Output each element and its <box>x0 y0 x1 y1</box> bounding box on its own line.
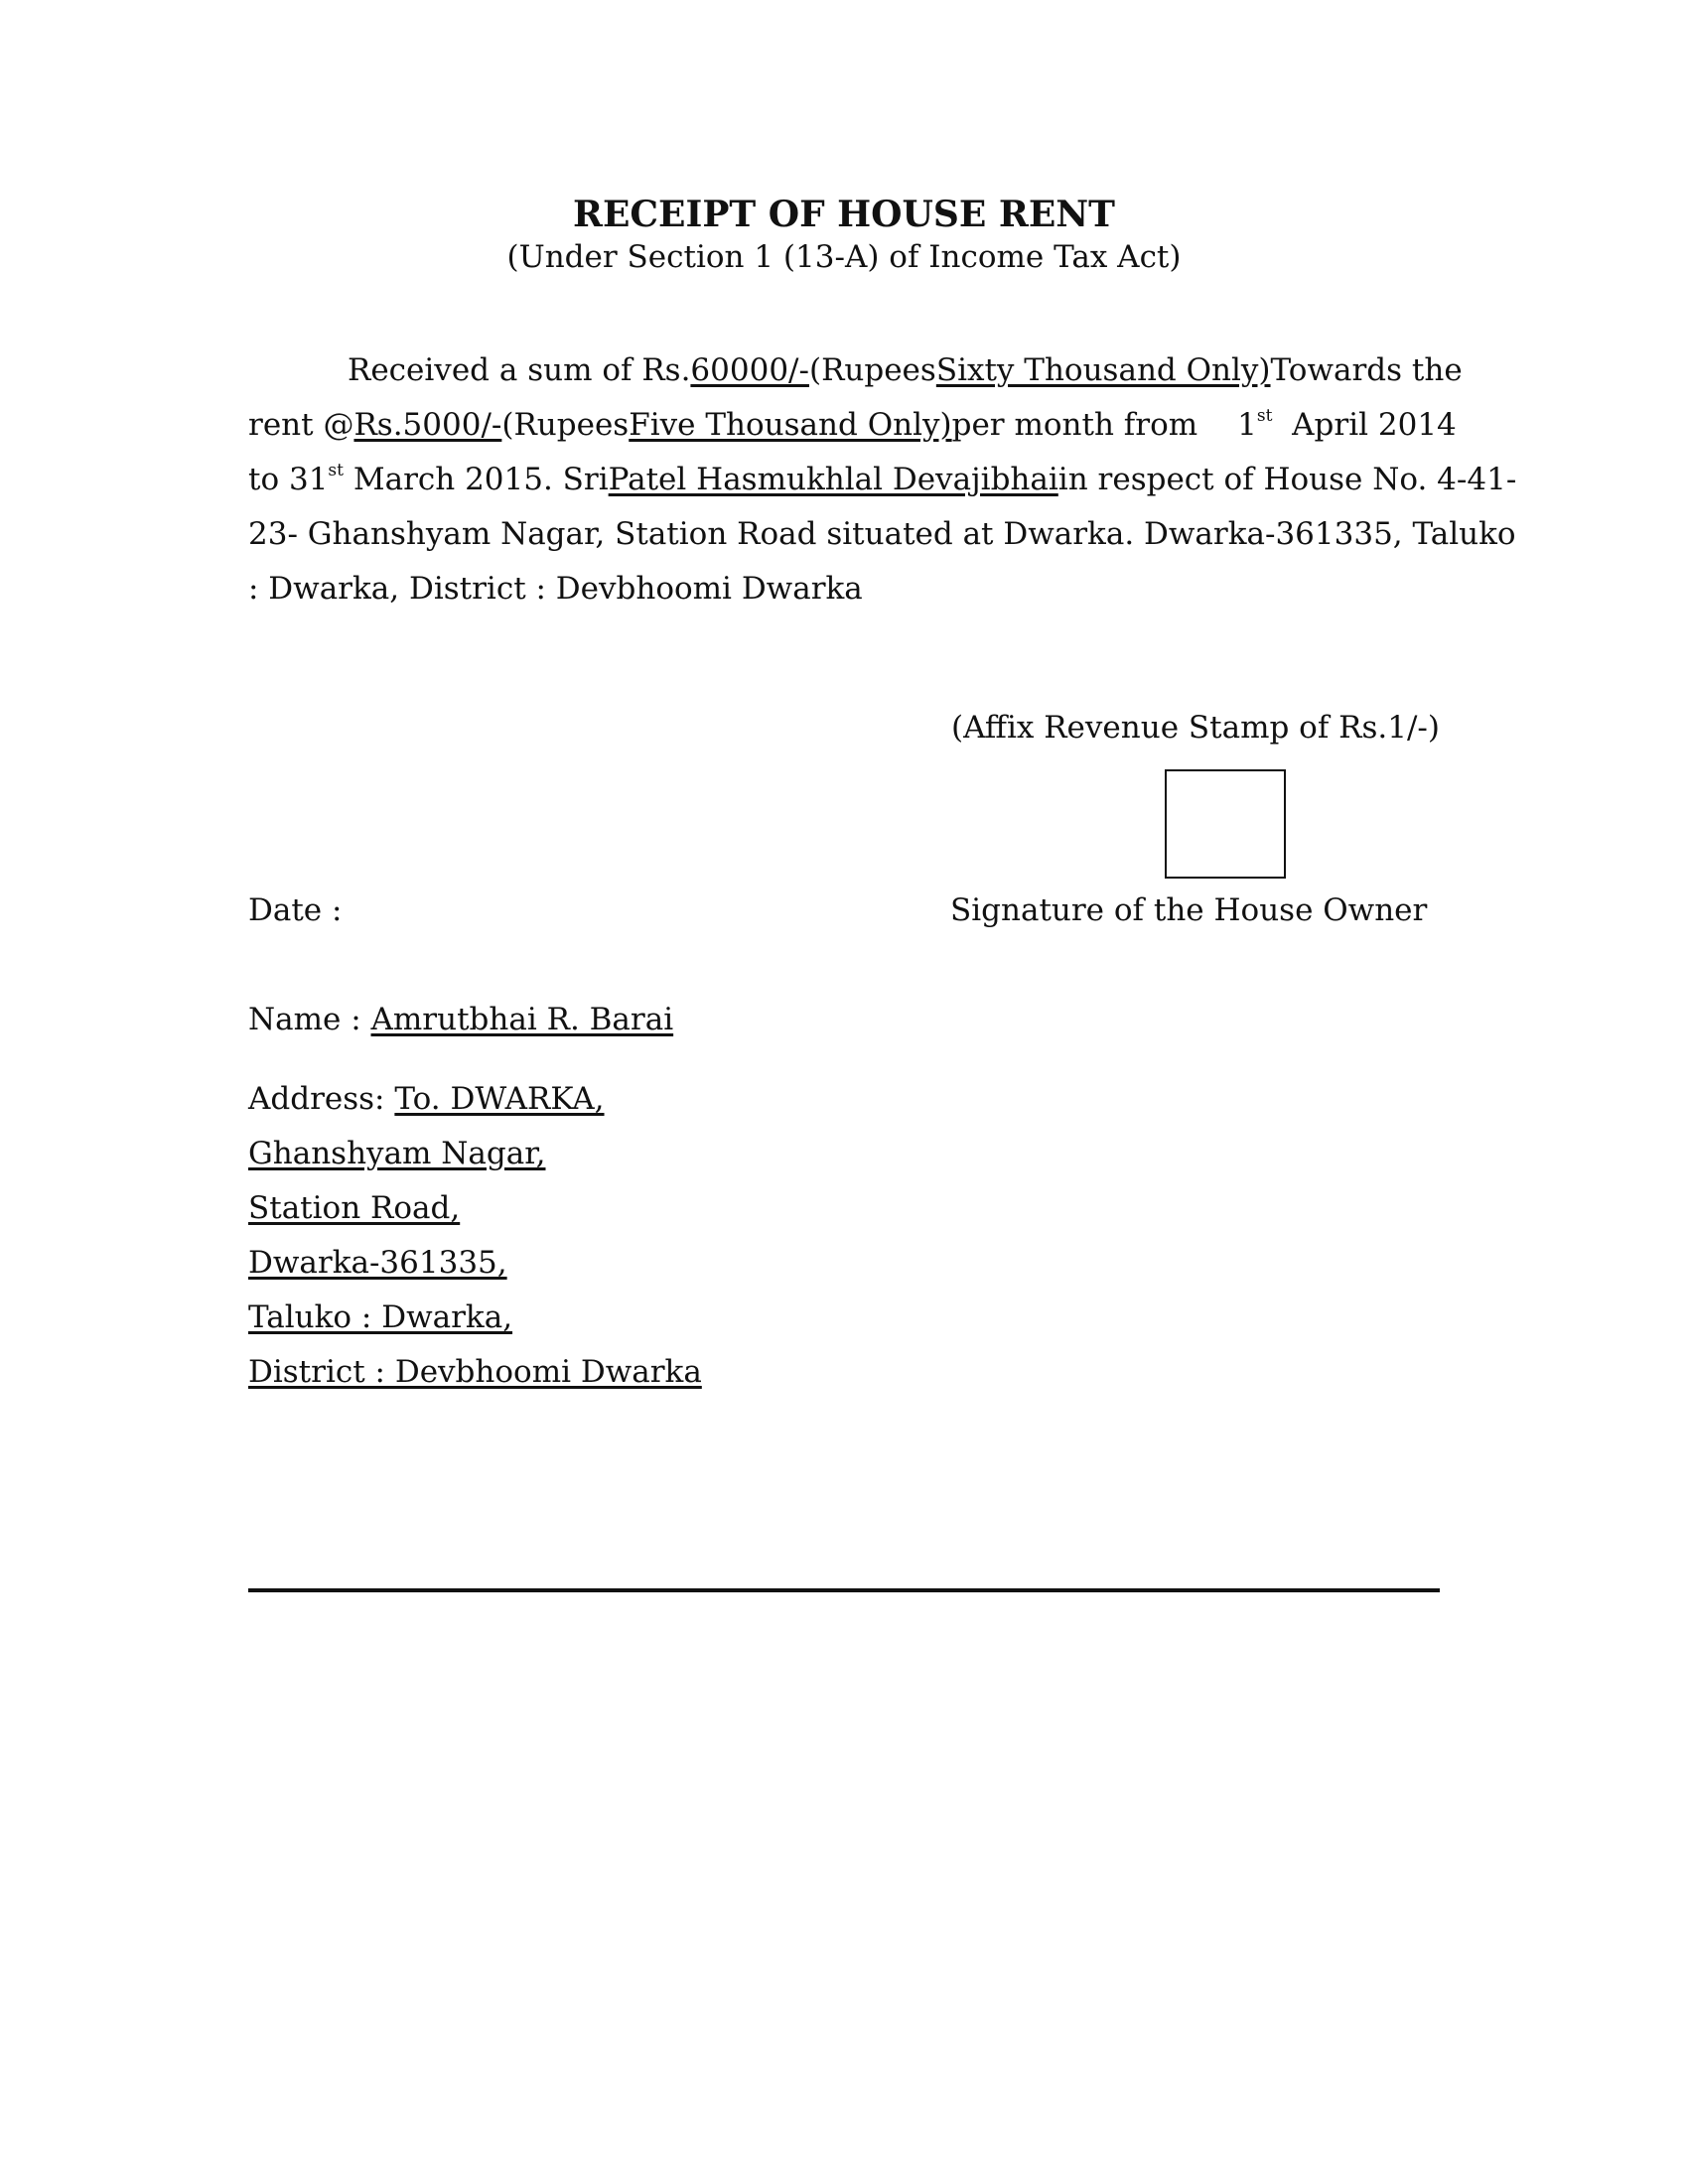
address-line: Station Road, <box>248 1190 461 1226</box>
address-line: To. DWARKA, <box>394 1081 605 1117</box>
address-line-1 <box>248 1072 702 1127</box>
address-line: District : Devbhoomi Dwarka <box>248 1354 702 1390</box>
address-line-5 <box>248 1291 702 1345</box>
to-month-year: March 2015. Sri <box>352 462 609 497</box>
tenant-address-block <box>248 1072 702 1400</box>
from-date <box>1197 398 1457 453</box>
owner-signature-label: Signature of the House Owner <box>950 892 1428 928</box>
to-date <box>248 453 609 507</box>
from-month-year: April 2014 <box>1292 407 1457 443</box>
date-label: Date : <box>248 892 343 928</box>
from-day-suffix: st <box>1256 406 1273 426</box>
revenue-stamp-label: (Affix Revenue Stamp of Rs.1/-) <box>951 710 1440 746</box>
payer-name: Patel Hasmukhlal Devajibhai <box>608 462 1058 497</box>
to-day-suffix: st <box>328 461 344 480</box>
from-day: 1 <box>1237 407 1257 443</box>
name-label: Name : <box>248 1002 361 1037</box>
received-text: Received a sum of Rs. <box>348 352 691 388</box>
rupees-text: (Rupees <box>808 352 936 388</box>
house-address-text: 23- Ghanshyam Nagar, Station Road situated at Dwarka. Dwarka-361335, Taluko <box>248 516 1516 552</box>
body-line-1 <box>248 343 1463 398</box>
address-line-4 <box>248 1236 702 1291</box>
per-month-text: per month from <box>951 407 1198 443</box>
to-day: to 31 <box>248 462 329 497</box>
district-text: : Dwarka, District : Devbhoomi Dwarka <box>248 571 863 607</box>
address-line-2 <box>248 1127 702 1181</box>
bottom-divider <box>248 1588 1440 1592</box>
rent-text <box>248 398 501 453</box>
receipt-title: RECEIPT OF HOUSE RENT <box>573 194 1115 235</box>
receipt-body <box>248 343 1517 616</box>
body-line-5 <box>248 562 1440 616</box>
tenant-name: Amrutbhai R. Barai <box>370 1002 674 1037</box>
tenant-name-block <box>248 999 673 1040</box>
house-no-text: in respect of House No. 4-41- <box>1057 462 1517 497</box>
body-line-2 <box>248 398 1457 453</box>
amount-words: Sixty Thousand Only) <box>935 352 1271 388</box>
address-line-6 <box>248 1345 702 1400</box>
rupees-text-2: (Rupees <box>501 407 630 443</box>
rent-rate: Rs.5000/- <box>353 407 502 443</box>
address-line: Ghanshyam Nagar, <box>248 1136 546 1171</box>
address-label: Address: <box>248 1081 385 1117</box>
revenue-stamp-box <box>1165 769 1286 879</box>
amount-figure: 60000/- <box>690 352 809 388</box>
receipt-subtitle: (Under Section 1 (13-A) of Income Tax Act) <box>506 239 1182 275</box>
body-line-4 <box>248 507 1516 562</box>
towards-text: Towards the <box>1270 352 1463 388</box>
address-line: Dwarka-361335, <box>248 1245 507 1281</box>
body-line-3 <box>248 453 1517 507</box>
address-line: Taluko : Dwarka, <box>248 1299 513 1335</box>
address-line-3 <box>248 1181 702 1236</box>
rent-at-text: rent @ <box>248 407 354 443</box>
rate-words: Five Thousand Only) <box>629 407 952 443</box>
